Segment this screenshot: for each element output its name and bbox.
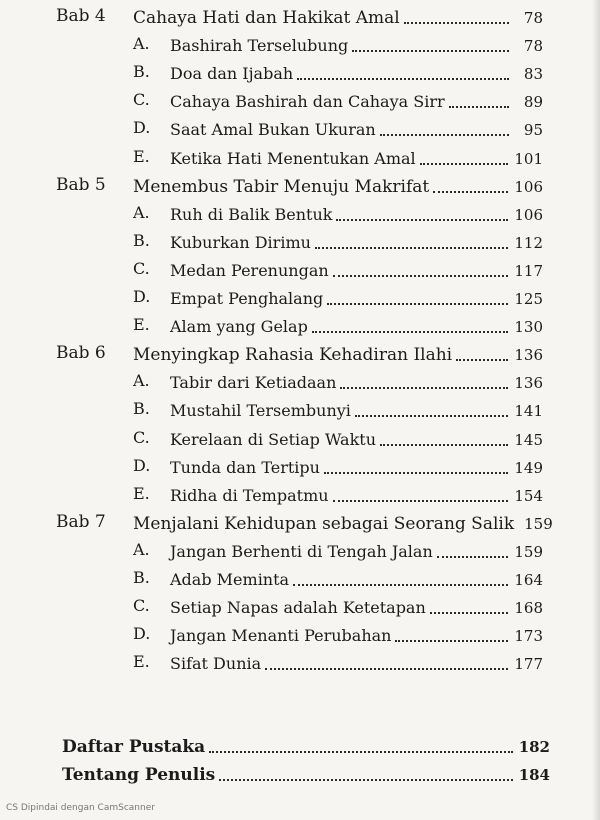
dot-leader [293, 584, 508, 586]
section-row [170, 367, 543, 393]
section-row [170, 255, 543, 281]
section-letter: D. [133, 455, 151, 475]
chapter-number: Bab 7 [56, 511, 106, 532]
section-row [170, 114, 543, 140]
section-title: Ridha di Tempatmu [170, 485, 329, 505]
dot-leader [449, 106, 509, 108]
section-row [170, 564, 543, 590]
section-letter: B. [133, 230, 150, 250]
dot-leader [336, 219, 508, 221]
section-letter: A. [133, 34, 150, 54]
dot-leader [209, 751, 512, 753]
dot-leader [219, 779, 512, 781]
chapter-page: 78 [523, 9, 543, 27]
section-page: 173 [514, 627, 543, 646]
section-row [170, 592, 543, 618]
section-page: 130 [514, 318, 543, 337]
backmatter-row [62, 731, 550, 757]
dot-leader [380, 444, 508, 446]
section-page: 117 [514, 261, 543, 280]
section-title: Medan Perenungan [170, 260, 329, 280]
section-letter: C. [133, 596, 150, 616]
section-title: Tunda dan Tertipu [170, 457, 320, 477]
section-letter: E. [133, 315, 150, 335]
section-title: Ketika Hati Menentukan Amal [170, 148, 416, 168]
section-page: 83 [523, 65, 543, 84]
section-page: 106 [514, 205, 543, 224]
section-row [170, 283, 543, 309]
dot-leader [430, 612, 509, 614]
dot-leader [297, 78, 509, 80]
section-row [170, 311, 543, 337]
chapter-row [133, 171, 543, 197]
section-row [170, 227, 543, 253]
dot-leader [355, 415, 508, 417]
chapter-title: Menyingkap Rahasia Kehadiran Ilahi [133, 345, 453, 366]
section-row [170, 58, 543, 84]
section-page: 95 [523, 121, 543, 140]
section-page: 78 [523, 37, 543, 56]
chapter-number: Bab 6 [56, 343, 106, 364]
section-title: Setiap Napas adalah Ketetapan [170, 598, 426, 618]
section-letter: B. [133, 399, 150, 419]
section-letter: E. [133, 652, 150, 672]
section-page: 168 [514, 599, 543, 618]
dot-leader [333, 500, 509, 502]
section-title: Jangan Berhenti di Tengah Jalan [170, 541, 433, 561]
section-page: 136 [514, 374, 543, 393]
chapter-title: Menembus Tabir Menuju Makrifat [133, 176, 430, 197]
dot-leader [340, 387, 508, 389]
section-title: Empat Penghalang [170, 289, 324, 308]
backmatter-page: 182 [518, 738, 550, 756]
chapter-page: 136 [514, 346, 543, 365]
section-page: 141 [514, 402, 543, 421]
dot-leader [327, 303, 508, 305]
section-letter: B. [133, 62, 150, 82]
section-page: 125 [514, 290, 543, 308]
section-letter: A. [133, 539, 150, 559]
section-page: 177 [514, 655, 543, 674]
section-title: Ruh di Balik Bentuk [170, 204, 333, 224]
section-title: Jangan Menanti Perubahan [170, 626, 392, 646]
section-page: 112 [514, 233, 543, 252]
section-row [170, 143, 543, 169]
dot-leader [395, 640, 508, 642]
dot-leader [315, 247, 508, 249]
section-title: Alam yang Gelap [170, 317, 308, 337]
section-title: Cahaya Bashirah dan Cahaya Sirr [170, 92, 445, 112]
dot-leader [352, 50, 509, 52]
dot-leader [404, 22, 509, 24]
chapter-row [133, 508, 553, 534]
dot-leader [333, 275, 509, 277]
section-row [170, 30, 543, 56]
section-row [170, 199, 543, 225]
chapter-number: Bab 4 [56, 6, 106, 26]
section-row [170, 480, 543, 506]
section-letter: B. [133, 568, 150, 587]
chapter-row [133, 339, 543, 365]
section-letter: D. [133, 118, 151, 138]
section-row [170, 620, 543, 646]
dot-leader [324, 472, 508, 474]
dot-leader [456, 359, 508, 361]
facing-page-edge [592, 0, 600, 820]
section-letter: C. [133, 90, 150, 110]
dot-leader [380, 134, 509, 136]
dot-leader [420, 163, 509, 165]
dot-leader [437, 556, 509, 558]
section-title: Tabir dari Ketiadaan [170, 373, 337, 393]
section-row [170, 424, 543, 450]
backmatter-page: 184 [518, 766, 550, 784]
section-title: Saat Amal Bukan Ukuran [170, 120, 376, 140]
section-title: Doa dan Ijabah [170, 64, 294, 84]
section-letter: C. [133, 258, 150, 278]
dot-leader [265, 668, 508, 670]
section-page: 149 [514, 458, 543, 477]
section-page: 101 [514, 149, 543, 168]
section-title: Kerelaan di Setiap Waktu [170, 429, 377, 449]
section-letter: D. [133, 287, 151, 306]
section-title: Bashirah Terselubung [170, 36, 349, 56]
section-letter: A. [133, 371, 150, 391]
chapter-row [133, 2, 543, 28]
dot-leader [312, 331, 509, 333]
section-letter: A. [133, 202, 150, 222]
section-title: Mustahil Tersembunyi [170, 401, 351, 421]
section-title: Adab Meminta [170, 570, 290, 589]
section-title: Sifat Dunia [170, 654, 262, 674]
section-page: 89 [523, 93, 543, 112]
section-page: 159 [514, 542, 543, 561]
section-row [170, 395, 543, 421]
section-page: 145 [514, 430, 543, 449]
chapter-title: Menjalani Kehidupan sebagai Seorang Salik [133, 513, 515, 534]
section-page: 164 [514, 571, 543, 589]
section-letter: E. [133, 483, 150, 503]
section-row [170, 452, 543, 478]
section-row [170, 648, 543, 674]
section-row [170, 536, 543, 562]
chapter-title: Cahaya Hati dan Hakikat Amal [133, 8, 400, 28]
section-letter: E. [133, 146, 150, 166]
chapter-page: 159 [524, 514, 553, 533]
section-letter: D. [133, 624, 151, 644]
scanner-watermark: CS Dipindai dengan CamScanner [6, 803, 155, 813]
chapter-number: Bab 5 [56, 174, 106, 195]
section-title: Kuburkan Dirimu [170, 232, 311, 252]
chapter-page: 106 [514, 177, 543, 196]
section-letter: C. [133, 427, 150, 447]
section-row [170, 86, 543, 112]
backmatter-row [62, 759, 550, 785]
backmatter-title: Tentang Penulis [62, 765, 216, 785]
backmatter-title: Daftar Pustaka [62, 737, 206, 757]
dot-leader [433, 191, 508, 193]
section-page: 154 [514, 486, 543, 505]
